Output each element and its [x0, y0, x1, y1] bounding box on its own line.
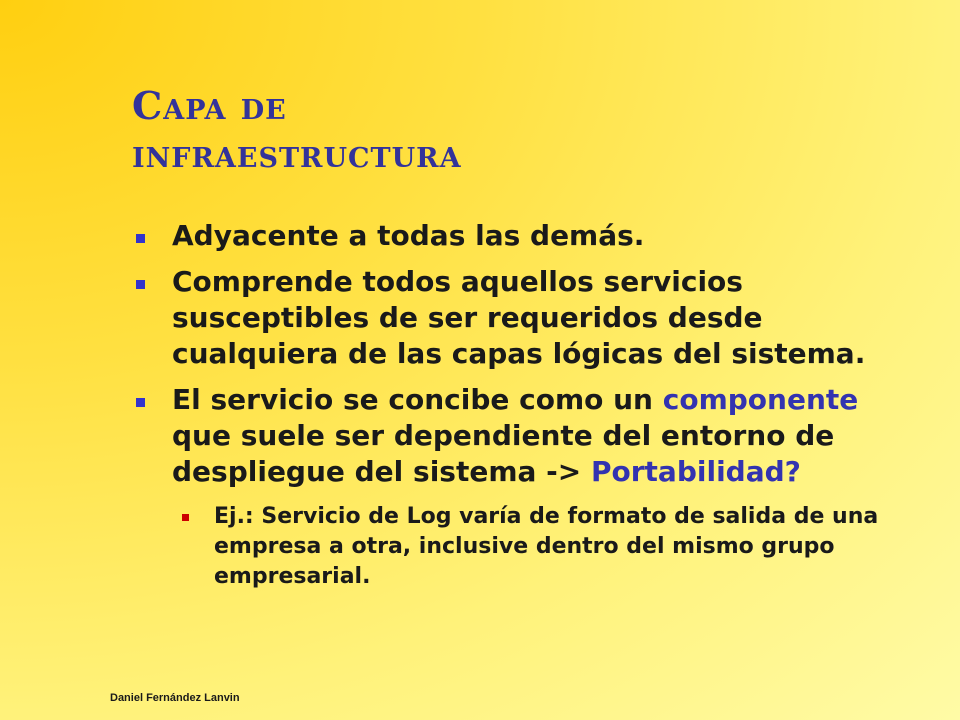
slide-title [132, 82, 832, 178]
bullet-text: Comprende todos aquellos servicios susceptibles de ser requeridos desde cualquiera de las capas lógicas del sistema. [172, 265, 866, 370]
bullet-text-part-c: que suele ser dependiente del entorno de despliegue del sistema -> [172, 419, 835, 488]
square-bullet-icon [136, 398, 145, 407]
bullet-text-part-a: El servicio se concibe como un [172, 383, 663, 416]
sub-bullet-text: Ej.: Servicio de Log varía de formato de salida de una empresa a otra, inclusive dentro del mismo grupo empresarial. [214, 504, 879, 589]
square-sub-bullet-icon [182, 514, 189, 521]
slide-title-line-2: infraestructura [132, 131, 462, 176]
highlight-componente: componente [662, 383, 859, 416]
sub-bullet-list [172, 502, 924, 592]
sub-bullet-item [172, 502, 924, 592]
square-bullet-icon [136, 280, 145, 289]
bullet-item [134, 382, 924, 592]
slide-title-line-1: Capa de [132, 83, 287, 128]
square-bullet-icon [136, 234, 145, 243]
highlight-portabilidad: Portabilidad? [590, 455, 801, 488]
bullet-list [134, 218, 924, 602]
bullet-item [134, 264, 924, 372]
bullet-item [134, 218, 924, 254]
bullet-text: Adyacente a todas las demás. [172, 219, 645, 252]
footer-author: Daniel Fernández Lanvin [110, 692, 240, 704]
